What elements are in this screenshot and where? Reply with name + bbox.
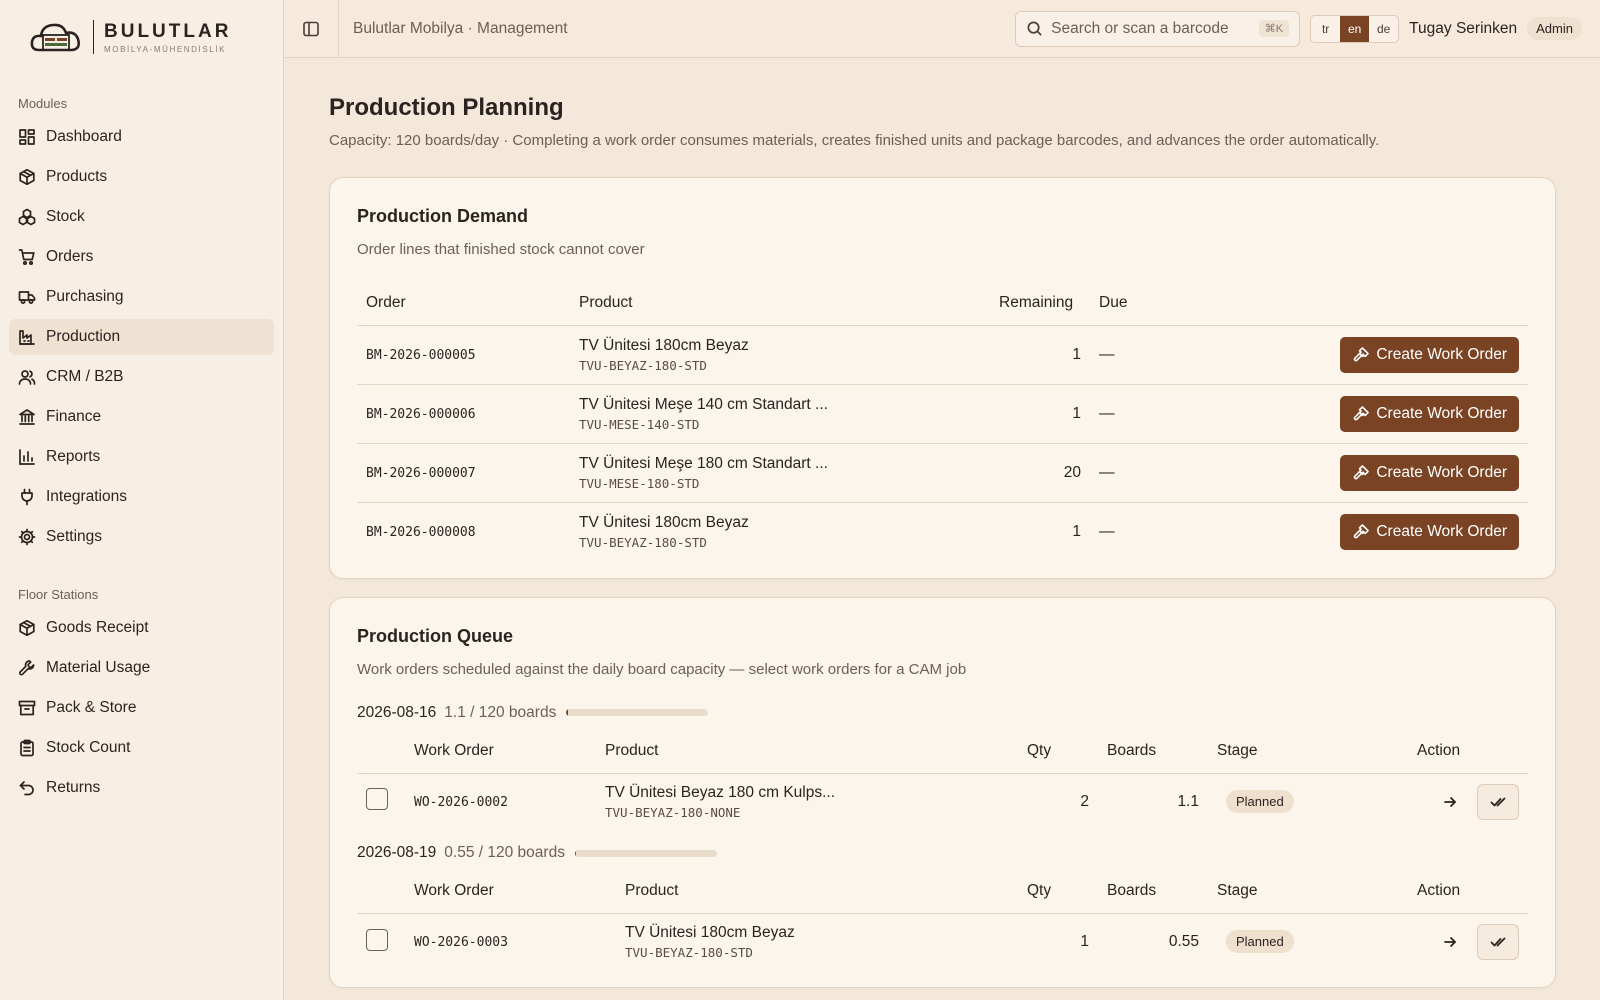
search-input[interactable] bbox=[1051, 20, 1251, 38]
product-name: TV Ünitesi Meşe 180 cm Standart ... bbox=[579, 455, 828, 472]
demand-title: Production Demand bbox=[357, 206, 529, 226]
boards-cell: 0.55 bbox=[1168, 933, 1199, 951]
action-cell bbox=[1408, 773, 1528, 830]
order-cell bbox=[357, 385, 570, 444]
order-number[interactable]: BM-2026-000006 bbox=[366, 407, 476, 422]
qty-column-header: Qty bbox=[1018, 868, 1098, 914]
product-cell bbox=[596, 773, 1018, 830]
action-column-header bbox=[1174, 280, 1528, 326]
capacity-bar-fill bbox=[575, 850, 576, 857]
main-area bbox=[284, 0, 1600, 1000]
sidebar-item-products[interactable] bbox=[9, 159, 274, 195]
remaining-cell: 1 bbox=[990, 385, 1090, 444]
role-badge: Admin bbox=[1527, 17, 1582, 40]
page-title: Production Planning bbox=[329, 94, 564, 121]
product-sku: TVU-BEYAZ-180-STD bbox=[579, 358, 707, 373]
sidebar-item-purchasing[interactable] bbox=[9, 279, 274, 315]
panel-left-icon bbox=[302, 20, 320, 38]
sidebar-toggle-button[interactable] bbox=[284, 0, 339, 58]
plug-icon bbox=[18, 488, 36, 506]
action-column-header: Action bbox=[1408, 868, 1528, 914]
stage-cell bbox=[1208, 914, 1408, 971]
sidebar-item-label: Stock Count bbox=[46, 739, 131, 756]
queue-day-date: 2026-08-16 bbox=[357, 703, 437, 721]
sidebar-item-pack-store[interactable] bbox=[9, 690, 274, 726]
order-number[interactable]: BM-2026-000008 bbox=[366, 525, 476, 541]
sidebar-item-settings[interactable] bbox=[9, 519, 274, 555]
sidebar-item-label: Reports bbox=[46, 448, 101, 465]
queue-description: Work orders scheduled against the daily board capacity — select work orders for a CAM job bbox=[357, 660, 967, 678]
brand-tagline: MOBİLYA-MÜHENDİSLİK bbox=[104, 44, 227, 54]
advance-stage-button[interactable] bbox=[1439, 791, 1461, 813]
archive-icon bbox=[18, 699, 36, 717]
stage-badge: Planned bbox=[1226, 930, 1294, 953]
due-cell: — bbox=[1090, 326, 1174, 385]
product-name: TV Ünitesi Meşe 140 cm Standart ... bbox=[579, 396, 828, 413]
queue-title: Production Queue bbox=[357, 625, 514, 646]
queue-day-header bbox=[357, 844, 1528, 862]
order-cell bbox=[357, 444, 570, 503]
stage-column-header: Stage bbox=[1208, 728, 1408, 774]
work-order-checkbox[interactable] bbox=[366, 788, 388, 810]
truck-icon bbox=[18, 288, 36, 306]
product-cell bbox=[570, 503, 990, 562]
sidebar-item-material-usage[interactable] bbox=[9, 650, 274, 686]
double-check-icon bbox=[1490, 794, 1506, 810]
due-cell: — bbox=[1090, 385, 1174, 444]
hammer-icon bbox=[1352, 524, 1369, 541]
brand-text bbox=[104, 21, 231, 54]
product-column-header: Product bbox=[616, 868, 1018, 914]
capacity-bar bbox=[575, 850, 717, 857]
create-work-order-button[interactable] bbox=[1340, 514, 1519, 550]
demand-table bbox=[357, 280, 1528, 562]
language-option-de[interactable]: de bbox=[1369, 16, 1398, 42]
sidebar-item-dashboard[interactable] bbox=[9, 119, 274, 155]
due-column-header: Due bbox=[1090, 280, 1174, 326]
demand-description: Order lines that finished stock cannot cover bbox=[357, 241, 645, 258]
arrow-right-icon bbox=[1442, 794, 1458, 810]
create-work-order-button[interactable] bbox=[1340, 396, 1519, 432]
order-cell bbox=[357, 326, 570, 385]
product-sku: TVU-BEYAZ-180-NONE bbox=[605, 804, 741, 820]
sidebar-item-label: Dashboard bbox=[46, 128, 122, 145]
action-column-header: Action bbox=[1408, 728, 1528, 774]
sidebar-item-label: Material Usage bbox=[46, 659, 151, 676]
boards-cell: 1.1 bbox=[1177, 792, 1199, 810]
create-work-order-label: Create Work Order bbox=[1376, 523, 1507, 541]
page-subtitle: Capacity: 120 boards/day · Completing a work order consumes materials, creates finished units and package barcodes, and advances the order automatically. bbox=[329, 132, 1380, 149]
product-sku: TVU-MESE-180-STD bbox=[579, 476, 700, 491]
sidebar-item-label: Pack & Store bbox=[46, 699, 137, 716]
product-column-header: Product bbox=[596, 728, 1018, 774]
stations-nav bbox=[9, 610, 274, 806]
select-cell bbox=[357, 773, 405, 830]
sidebar bbox=[0, 0, 284, 1000]
sidebar-item-label: Products bbox=[46, 168, 108, 185]
order-cell bbox=[357, 503, 570, 562]
dashboard-icon bbox=[18, 128, 36, 146]
brand-name: BULUTLAR bbox=[104, 20, 232, 42]
product-cell bbox=[570, 326, 990, 385]
due-cell: — bbox=[1090, 444, 1174, 503]
select-column-header bbox=[357, 868, 405, 914]
sidebar-item-reports[interactable] bbox=[9, 439, 274, 475]
factory-icon bbox=[18, 328, 36, 346]
demand-row bbox=[357, 503, 1528, 562]
cart-icon bbox=[18, 248, 36, 266]
demand-table-body bbox=[357, 326, 1528, 562]
queue-day-header bbox=[357, 704, 1528, 722]
production-demand-card bbox=[329, 177, 1556, 579]
product-name: TV Ünitesi 180cm Beyaz bbox=[579, 514, 749, 532]
sidebar-item-label: Settings bbox=[46, 528, 103, 545]
qty-cell: 2 bbox=[1080, 792, 1089, 810]
work-order-checkbox[interactable] bbox=[366, 929, 388, 951]
action-cell bbox=[1174, 326, 1528, 385]
qty-column-header: Qty bbox=[1018, 728, 1098, 774]
sidebar-item-label: Purchasing bbox=[46, 288, 124, 305]
hammer-icon bbox=[1352, 465, 1369, 482]
sidebar-item-goods-receipt[interactable] bbox=[9, 610, 274, 646]
gear-icon bbox=[18, 528, 36, 546]
brand[interactable] bbox=[9, 0, 274, 74]
product-cell bbox=[616, 914, 1018, 971]
page-content bbox=[284, 58, 1600, 1000]
queue-table bbox=[357, 728, 1528, 831]
order-column-header: Order bbox=[357, 280, 570, 326]
clipboard-icon bbox=[18, 739, 36, 757]
stations-section-label: Floor Stations bbox=[18, 587, 99, 602]
bar-chart-icon bbox=[18, 448, 36, 466]
product-column-header: Product bbox=[570, 280, 990, 326]
topbar bbox=[284, 0, 1600, 58]
advance-stage-button[interactable] bbox=[1439, 931, 1461, 953]
wrench-icon bbox=[18, 659, 36, 677]
product-sku: TVU-MESE-140-STD bbox=[579, 417, 700, 432]
sidebar-item-crm-b2b[interactable] bbox=[9, 359, 274, 395]
demand-header-row bbox=[357, 280, 1528, 326]
demand-row bbox=[357, 385, 1528, 444]
demand-row bbox=[357, 444, 1528, 503]
select-column-header bbox=[357, 728, 405, 774]
sidebar-item-stock[interactable] bbox=[9, 199, 274, 235]
language-option-en[interactable]: en bbox=[1340, 16, 1369, 42]
queue-table bbox=[357, 868, 1528, 971]
sidebar-item-label: Orders bbox=[46, 248, 94, 265]
complete-work-order-button[interactable] bbox=[1477, 924, 1519, 960]
package-icon bbox=[18, 168, 36, 186]
sidebar-item-production[interactable] bbox=[9, 319, 274, 355]
work-order-cell bbox=[405, 773, 596, 830]
breadcrumb: Bulutlar Mobilya · Management bbox=[353, 19, 568, 37]
sidebar-item-stock-count[interactable] bbox=[9, 730, 274, 766]
sidebar-item-finance[interactable] bbox=[9, 399, 274, 435]
sidebar-item-label: Goods Receipt bbox=[46, 619, 149, 636]
modules-nav bbox=[9, 119, 274, 555]
brand-divider bbox=[93, 20, 94, 54]
cloud-logo-icon bbox=[29, 20, 83, 54]
arrow-right-icon bbox=[1442, 934, 1458, 950]
sidebar-item-label: Finance bbox=[46, 408, 102, 425]
action-cell bbox=[1174, 503, 1528, 562]
hammer-icon bbox=[1352, 406, 1369, 423]
action-cell bbox=[1408, 914, 1528, 971]
language-option-tr[interactable]: tr bbox=[1311, 16, 1340, 42]
create-work-order-label: Create Work Order bbox=[1376, 405, 1507, 422]
queue-days bbox=[357, 704, 1528, 971]
queue-row bbox=[357, 773, 1528, 830]
due-cell: — bbox=[1099, 523, 1115, 541]
capacity-bar bbox=[566, 709, 708, 716]
double-check-icon bbox=[1490, 934, 1506, 950]
complete-work-order-button[interactable] bbox=[1477, 784, 1519, 820]
package-icon bbox=[18, 619, 36, 637]
action-cell bbox=[1174, 385, 1528, 444]
sidebar-item-integrations[interactable] bbox=[9, 479, 274, 515]
sidebar-item-orders[interactable] bbox=[9, 239, 274, 275]
sidebar-item-label: CRM / B2B bbox=[46, 368, 124, 385]
boards-column-header: Boards bbox=[1098, 868, 1208, 914]
user-name[interactable]: Tugay Serinken bbox=[1409, 19, 1518, 37]
product-cell bbox=[570, 385, 990, 444]
queue-day-date: 2026-08-19 bbox=[357, 844, 437, 861]
sidebar-item-label: Integrations bbox=[46, 488, 127, 505]
work-order-number[interactable]: WO-2026-0003 bbox=[414, 935, 508, 951]
product-sku: TVU-BEYAZ-180-STD bbox=[625, 945, 753, 961]
order-number[interactable]: BM-2026-000005 bbox=[366, 348, 476, 363]
remaining-cell: 1 bbox=[990, 326, 1090, 385]
stage-cell bbox=[1208, 773, 1408, 830]
queue-header-row bbox=[357, 728, 1528, 774]
product-name: TV Ünitesi Beyaz 180 cm Kulps... bbox=[605, 783, 836, 801]
stage-column-header: Stage bbox=[1208, 868, 1408, 914]
create-work-order-button[interactable] bbox=[1340, 337, 1519, 373]
sidebar-item-label: Production bbox=[46, 328, 121, 345]
capacity-bar-fill bbox=[566, 709, 567, 716]
remaining-column-header: Remaining bbox=[990, 280, 1090, 326]
create-work-order-button[interactable] bbox=[1340, 455, 1519, 491]
boards-column-header: Boards bbox=[1098, 728, 1208, 774]
queue-row bbox=[357, 914, 1528, 971]
search-box[interactable] bbox=[1015, 11, 1300, 47]
users-icon bbox=[18, 368, 36, 386]
work-order-number[interactable]: WO-2026-0002 bbox=[414, 794, 508, 810]
production-queue-card bbox=[329, 597, 1556, 988]
product-sku: TVU-BEYAZ-180-STD bbox=[579, 535, 707, 551]
create-work-order-label: Create Work Order bbox=[1376, 346, 1507, 363]
modules-section-label: Modules bbox=[18, 96, 68, 111]
product-cell bbox=[570, 444, 990, 503]
product-name: TV Ünitesi 180cm Beyaz bbox=[579, 337, 749, 354]
remaining-cell: 1 bbox=[1072, 523, 1081, 541]
select-cell bbox=[357, 914, 405, 971]
qty-cell: 1 bbox=[1080, 933, 1089, 951]
product-name: TV Ünitesi 180cm Beyaz bbox=[625, 924, 795, 942]
create-work-order-label: Create Work Order bbox=[1376, 464, 1507, 481]
queue-day-capacity: 0.55 / 120 boards bbox=[444, 844, 565, 861]
undo-icon bbox=[18, 779, 36, 797]
boxes-icon bbox=[18, 208, 36, 226]
demand-row bbox=[357, 326, 1528, 385]
queue-header-row bbox=[357, 868, 1528, 914]
work-order-cell bbox=[405, 914, 616, 971]
bank-icon bbox=[18, 408, 36, 426]
language-switcher bbox=[1310, 15, 1399, 43]
hammer-icon bbox=[1352, 347, 1369, 364]
queue-day-capacity: 1.1 / 120 boards bbox=[444, 703, 557, 721]
stage-badge: Planned bbox=[1226, 790, 1294, 813]
sidebar-item-returns[interactable] bbox=[9, 770, 274, 806]
action-cell bbox=[1174, 444, 1528, 503]
order-number[interactable]: BM-2026-000007 bbox=[366, 466, 476, 481]
shortcut-hint: ⌘K bbox=[1259, 20, 1289, 37]
remaining-cell: 20 bbox=[990, 444, 1090, 503]
search-icon bbox=[1026, 20, 1043, 37]
sidebar-item-label: Stock bbox=[46, 208, 85, 225]
work-order-column-header: Work Order bbox=[405, 868, 616, 914]
sidebar-item-label: Returns bbox=[46, 779, 101, 796]
work-order-column-header: Work Order bbox=[405, 728, 596, 774]
